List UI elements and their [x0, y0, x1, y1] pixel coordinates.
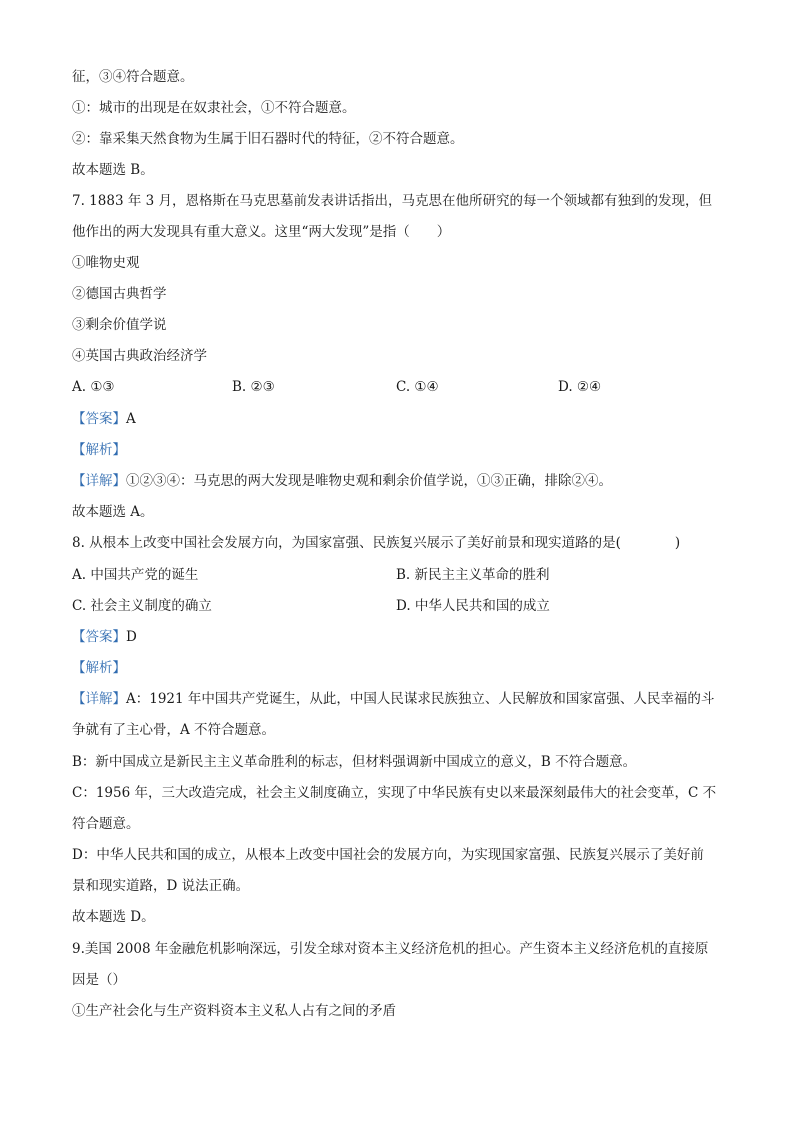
q8-option-d: D. 中华人民共和国的成立: [396, 598, 550, 614]
q8-analysis-tag: 【解析】: [72, 660, 126, 676]
detail-text: ①②③④：马克思的两大发现是唯物史观和剩余价值学说，①③正确，排除②④。: [126, 473, 612, 489]
detail-text: A：1921 年中国共产党诞生，从此，中国人民谋求民族独立、人民解放和国家富强、人民幸福的斗: [126, 691, 715, 707]
q7-analysis-tag: 【解析】: [72, 442, 126, 458]
q7-item-2: ②德国古典哲学: [72, 286, 167, 302]
question-8-stem: 8. 从根本上改变中国社会发展方向，为国家富强、民族复兴展示了美好前景和现实道路的是( ): [72, 535, 681, 551]
detail-tag: 【详解】: [72, 473, 126, 489]
q8-detail: [72, 690, 732, 708]
q7-option-b: B. ②③: [232, 379, 275, 395]
answer-value: A: [126, 411, 136, 427]
text-line: 争就有了主心骨，A 不符合题意。: [72, 722, 276, 738]
text-line: 符合题意。: [72, 816, 140, 832]
text-line: 征，③④符合题意。: [72, 69, 194, 85]
text-line: B：新中国成立是新民主主义革命胜利的标志，但材料强调新中国成立的意义，B 不符合题意。: [72, 754, 637, 770]
q7-item-3: ③剩余价值学说: [72, 317, 167, 333]
question-9-stem: 9.美国 2008 年金融危机影响深远，引发全球对资本主义经济危机的担心。产生资本主义经济危机的直接原: [72, 941, 709, 957]
text-line: D：中华人民共和国的成立，从根本上改变中国社会的发展方向，为实现国家富强、民族复兴展示了美好前: [72, 847, 704, 863]
q8-conclusion: 故本题选 D。: [72, 909, 155, 925]
detail-tag: 【详解】: [72, 691, 126, 707]
text-line: 故本题选 B。: [72, 162, 154, 178]
q7-item-1: ①唯物史观: [72, 255, 140, 271]
q7-option-c: C. ①④: [396, 379, 439, 395]
q7-option-a: A. ①③: [72, 379, 115, 395]
q7-detail: [72, 472, 732, 490]
q7-option-d: D. ②④: [558, 379, 602, 395]
question-7-stem: 7. 1883 年 3 月，恩格斯在马克思墓前发表讲话指出，马克思在他所研究的每一个领域都有独到的发现，但: [72, 193, 712, 209]
question-7-stem-continued: 他作出的两大发现具有重大意义。这里“两大发现”是指（ ）: [72, 224, 451, 240]
text-line: ②：靠采集天然食物为生属于旧石器时代的特征，②不符合题意。: [72, 131, 464, 147]
question-9-stem-continued: 因是（）: [72, 972, 126, 988]
text-line: C：1956 年，三大改造完成，社会主义制度确立，实现了中华民族有史以来最深刻最伟大的社会变革，C 不: [72, 785, 717, 801]
answer-tag: 【答案】: [72, 411, 126, 427]
q8-option-a: A. 中国共产党的诞生: [72, 567, 199, 583]
q7-answer: [72, 410, 732, 428]
q8-option-c: C. 社会主义制度的确立: [72, 598, 212, 614]
q7-item-4: ④英国古典政治经济学: [72, 348, 207, 364]
q9-item-1: ①生产社会化与生产资料资本主义私人占有之间的矛盾: [72, 1003, 396, 1019]
text-line: ①：城市的出现是在奴隶社会，①不符合题意。: [72, 100, 356, 116]
q8-option-b: B. 新民主主义革命的胜利: [396, 567, 550, 583]
answer-tag: 【答案】: [72, 629, 126, 645]
answer-value: D: [126, 629, 137, 645]
q7-conclusion: 故本题选 A。: [72, 504, 154, 520]
q8-answer: [72, 628, 732, 646]
text-line: 景和现实道路，D 说法正确。: [72, 878, 250, 894]
